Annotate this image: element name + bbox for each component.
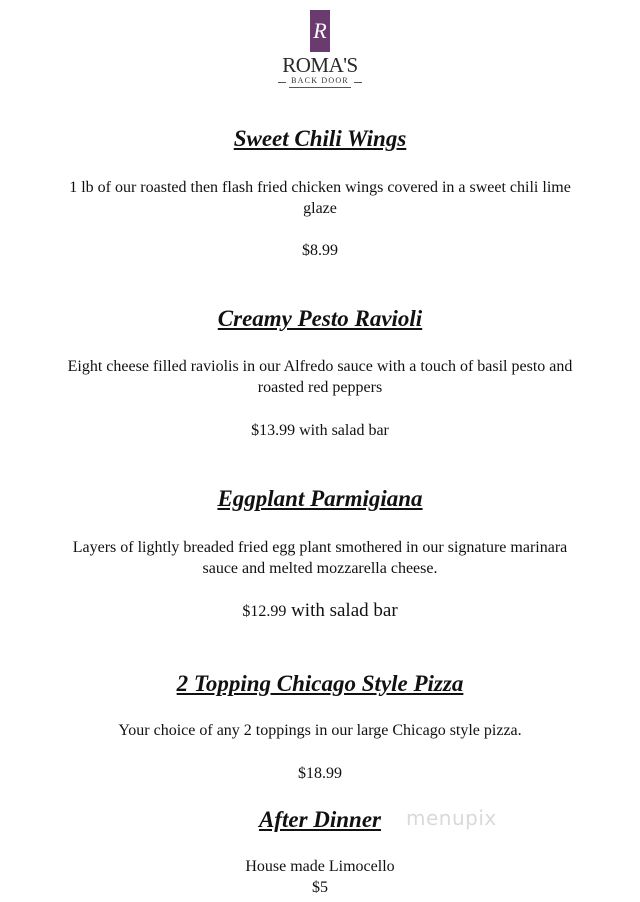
menu-item-description: Your choice of any 2 toppings in our large Chicago style pizza. (118, 722, 522, 739)
logo-rule-left (278, 82, 286, 83)
menu-item-price: $13.99 with salad bar (251, 422, 389, 439)
menu-item-title: Creamy Pesto Ravioli (217, 306, 423, 331)
logo-rule-right (354, 82, 362, 83)
menu-item-title: Sweet Chili Wings (233, 126, 407, 151)
logo-monogram-letter: R (313, 18, 327, 43)
menu-item-price-amount: $12.99 (242, 603, 287, 620)
menu-item-description: Eight cheese filled raviolis in our Alfredo sauce with a touch of basil pesto and roasted red peppers (67, 358, 573, 396)
menu-item-price: $18.99 (298, 765, 342, 782)
restaurant-logo (0, 10, 640, 88)
after-dinner-title: After Dinner (258, 807, 382, 832)
menu-item-description: 1 lb of our roasted then flash fried chicken wings covered in a sweet chili lime glaze (69, 179, 571, 217)
menu-item-price: $8.99 (302, 242, 338, 259)
menu-item-price-note: with salad bar (286, 600, 398, 621)
logo-name: ROMA'S (282, 53, 358, 77)
logo-monogram (310, 10, 330, 52)
after-dinner-price: $5 (312, 879, 328, 896)
logo-subtitle-row (0, 76, 640, 88)
menu-item-title: 2 Topping Chicago Style Pizza (176, 671, 464, 696)
logo-subtitle: BACK DOOR (289, 76, 351, 88)
menupix-watermark: menupix (406, 806, 497, 830)
menu-item-title: Eggplant Parmigiana (217, 486, 423, 511)
after-dinner-item: House made Limocello (245, 858, 395, 875)
menu-item-price (0, 601, 640, 622)
menu-item-description: Layers of lightly breaded fried egg plant smothered in our signature marinara sauce and melted mozzarella cheese. (72, 539, 568, 577)
